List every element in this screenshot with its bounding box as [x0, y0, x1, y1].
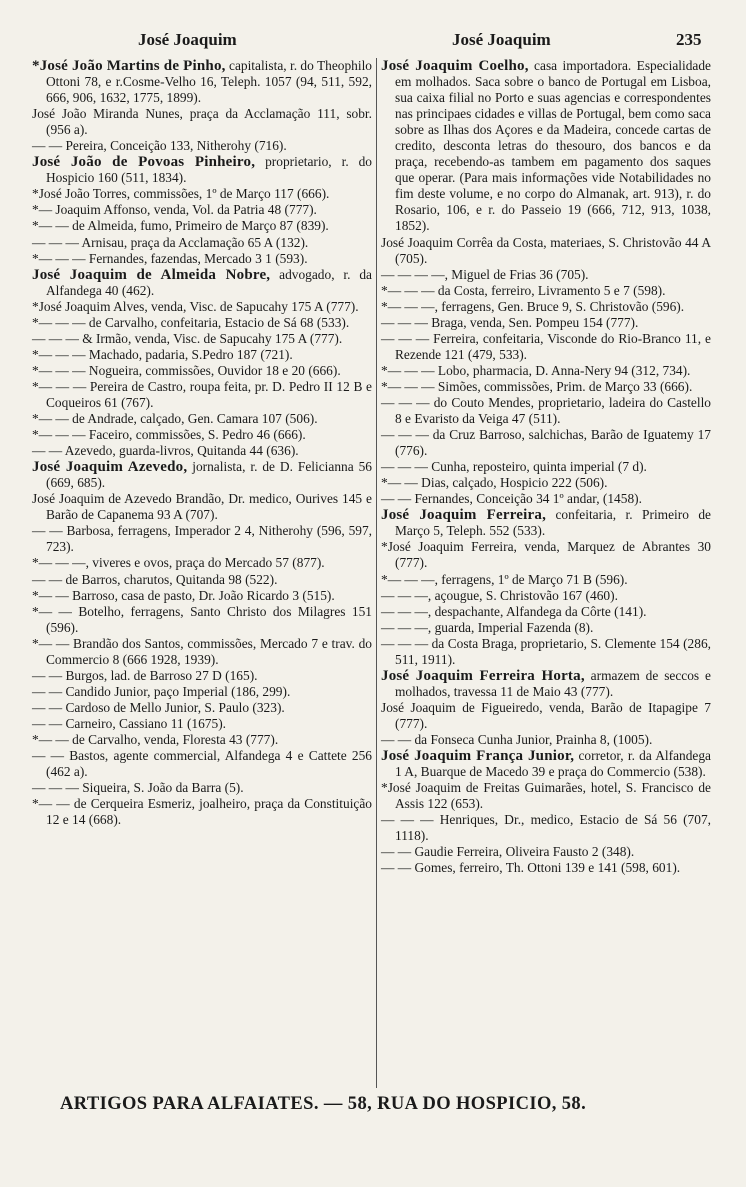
- directory-entry: [32, 604, 372, 636]
- directory-entry: [381, 315, 711, 331]
- entry-text: — — — Siqueira, S. João da Barra (5).: [32, 780, 244, 796]
- directory-entry: [381, 748, 711, 780]
- entry-text: — — — da Cruz Barroso, salchichas, Barão de Iguatemy 17 (776).: [381, 427, 711, 459]
- directory-entry: [32, 459, 372, 491]
- directory-entry: [32, 780, 372, 796]
- entry-text: *— — —, viveres e ovos, praça do Mercado 57 (877).: [32, 555, 325, 571]
- directory-entry: [32, 636, 372, 668]
- entry-text: — — Candido Junior, paço Imperial (186, 299).: [32, 683, 291, 699]
- directory-entry: [32, 186, 372, 202]
- directory-entry: [381, 636, 711, 668]
- entry-text: *— — de Andrade, calçado, Gen. Camara 107 (506).: [32, 411, 318, 427]
- entry-text: *— — Dias, calçado, Hospicio 222 (506).: [381, 475, 608, 491]
- directory-entry: [381, 539, 711, 571]
- entry-text: jornalista, r. de D. Felicianna 56 (669, 685).: [46, 459, 372, 491]
- directory-entry: [32, 684, 372, 700]
- entry-text: *— — — Simões, commissões, Prim. de Março 33 (666).: [381, 378, 693, 394]
- entry-text: *José João Torres, commissões, 1º de Março 117 (666).: [32, 186, 330, 202]
- directory-entry: [32, 218, 372, 234]
- directory-entry: [32, 235, 372, 251]
- directory-entry: [32, 379, 372, 411]
- entry-text: *— — Botelho, ferragens, Santo Christo dos Milagres 151 (596).: [32, 603, 372, 635]
- directory-entry: [381, 844, 711, 860]
- entry-text: — — Barbosa, ferragens, Imperador 2 4, Nitherohy (596, 597, 723).: [32, 523, 372, 555]
- entry-text: — — Pereira, Conceição 133, Nitherohy (716).: [32, 138, 287, 154]
- entry-text: — — —, guarda, Imperial Fazenda (8).: [381, 619, 594, 635]
- right-column: [381, 58, 711, 876]
- directory-entry: [32, 572, 372, 588]
- entry-text: *— — —, ferragens, 1º de Março 71 B (596).: [381, 571, 628, 587]
- entry-text: — — — Henriques, Dr., medico, Estacio de Sá 56 (707, 1118).: [381, 812, 711, 844]
- directory-entry: [32, 106, 372, 138]
- directory-entry: [381, 283, 711, 299]
- directory-entry: [32, 716, 372, 732]
- entry-text: — — Bastos, agente commercial, Alfandega 4 e Cattete 256 (462 a).: [32, 748, 372, 780]
- entry-text: — — — Arnisau, praça da Acclamação 65 A (132).: [32, 234, 309, 250]
- entry-text: *— — Brandão dos Santos, commissões, Mercado 7 e trav. do Commercio 8 (666 1928, 1939).: [32, 635, 372, 667]
- directory-entry: [381, 427, 711, 459]
- directory-entry: [32, 523, 372, 555]
- directory-entry: [381, 812, 711, 844]
- directory-entry: [32, 796, 372, 828]
- directory-entry: [32, 331, 372, 347]
- directory-entry: [32, 732, 372, 748]
- entry-text: — — —, açougue, S. Christovão 167 (460).: [381, 587, 618, 603]
- directory-entry: [381, 331, 711, 363]
- entry-text: José Joaquim Corrêa da Costa, materiaes, S. Christovão 44 A (705).: [381, 234, 711, 266]
- entry-text: *— — —, ferragens, Gen. Bruce 9, S. Christovão (596).: [381, 298, 685, 314]
- entry-text: — — Carneiro, Cassiano 11 (1675).: [32, 715, 227, 731]
- directory-entry: [381, 507, 711, 539]
- entry-text: *— — — Fernandes, fazendas, Mercado 3 1 (593).: [32, 250, 308, 266]
- directory-entry: [381, 395, 711, 427]
- directory-entry: [32, 411, 372, 427]
- entry-text: *José Joaquim Alves, venda, Visc. de Sapucahy 175 A (777).: [32, 298, 359, 314]
- directory-entry: [381, 780, 711, 812]
- directory-entry: [32, 700, 372, 716]
- right-running-header: José Joaquim: [452, 30, 551, 49]
- entry-text: José Joaquim de Azevedo Brandão, Dr. medico, Ourives 145 e Barão de Capanema 93 A (707).: [32, 491, 372, 523]
- entry-text: — — da Fonseca Cunha Junior, Prainha 8, (1005).: [381, 731, 653, 747]
- directory-entry: [32, 202, 372, 218]
- entry-text: — — Azevedo, guarda-livros, Quitanda 44 (636).: [32, 443, 299, 459]
- entry-name: José Joaquim França Junior,: [381, 748, 575, 765]
- directory-entry: [381, 475, 711, 491]
- entry-text: — — — Ferreira, confeitaria, Visconde do Rio-Branco 11, e Rezende 121 (479, 533).: [381, 330, 711, 362]
- entry-text: — — — da Costa Braga, proprietario, S. Clemente 154 (286, 511, 1911).: [381, 635, 711, 667]
- entry-text: *— — — da Costa, ferreiro, Livramento 5 e 7 (598).: [381, 282, 666, 298]
- directory-entry: [32, 299, 372, 315]
- entry-text: *— — — Nogueira, commissões, Ouvidor 18 e 20 (666).: [32, 362, 341, 378]
- entry-text: *— — de Carvalho, venda, Floresta 43 (777).: [32, 731, 279, 747]
- entry-text: José João Miranda Nunes, praça da Acclamação 111, sobr. (956 a).: [32, 106, 372, 138]
- directory-entry: [32, 555, 372, 571]
- directory-entry: [32, 363, 372, 379]
- entry-name: José Joaquim Azevedo,: [32, 459, 188, 476]
- entry-text: confeitaria, r. Primeiro de Março 5, Teleph. 552 (533).: [395, 507, 711, 539]
- entry-text: *— — — de Carvalho, confeitaria, Estacio de Sá 68 (533).: [32, 314, 350, 330]
- column-divider: [376, 58, 377, 1088]
- entry-text: *— — — Machado, padaria, S.Pedro 187 (721).: [32, 346, 293, 362]
- entry-text: — — Fernandes, Conceição 34 1º andar, (1458).: [381, 491, 642, 507]
- directory-entry: [381, 860, 711, 876]
- entry-text: — — — & Irmão, venda, Visc. de Sapucahy 175 A (777).: [32, 330, 343, 346]
- left-running-header: José Joaquim: [138, 30, 237, 49]
- page-number: 235: [676, 30, 702, 49]
- entry-text: casa importadora. Especialidade em molhados. Saca sobre o banco de Portugal em Lisboa, sua caixa filial no Porto e suas agencias e correspondentes nas principaes cidades e villas de Portugal, bem como saca sobre as Ilhas dos Açores e da Madeira, concede cartas de credito, desconta letras do thesouro, dos bancos e da praça, recebendo-as tambem em pagamento dos saques que operar. (Para mais informações vide Notabilidades no fim deste volume, e no corpo do Almanak, art. 913), r. do Rosario, 106, e r. do Passeio 19 (666, 712, 913, 1038, 1852).: [395, 58, 712, 234]
- directory-entry: [381, 379, 711, 395]
- entry-text: *— Joaquim Affonso, venda, Vol. da Patria 48 (777).: [32, 202, 317, 218]
- directory-entry: [381, 299, 711, 315]
- entry-text: corretor, r. da Alfandega 1 A, Buarque de Macedo 39 e praça do Commercio (538).: [395, 748, 711, 780]
- entry-text: armazem de seccos e molhados, travessa 11 de Maio 43 (777).: [395, 667, 711, 699]
- directory-entry: [381, 491, 711, 507]
- directory-entry: [32, 267, 372, 299]
- entry-text: advogado, r. da Alfandega 40 (462).: [46, 266, 373, 298]
- directory-entry: [381, 700, 711, 732]
- directory-entry: [381, 267, 711, 283]
- entry-text: *— — de Almeida, fumo, Primeiro de Março 87 (839).: [32, 218, 329, 234]
- directory-entry: [32, 138, 372, 154]
- entry-text: capitalista, r. do Theophilo Ottoni 78, e r.Cosme-Velho 16, Teleph. 1057 (94, 511, 592, 666, 906, 1632, 1775, 1899).: [46, 58, 372, 106]
- entry-text: *— — — Faceiro, commissões, S. Pedro 46 (666).: [32, 427, 306, 443]
- directory-entry: [32, 427, 372, 443]
- directory-entry: [32, 58, 372, 106]
- entry-text: *José Joaquim de Freitas Guimarães, hotel, S. Francisco de Assis 122 (653).: [381, 780, 711, 812]
- directory-entry: [32, 154, 372, 186]
- directory-entry: [32, 347, 372, 363]
- entry-text: *— — de Cerqueira Esmeriz, joalheiro, praça da Constituição 12 e 14 (668).: [32, 796, 372, 828]
- directory-entry: [32, 315, 372, 331]
- directory-entry: [32, 443, 372, 459]
- entry-text: — — — —, Miguel de Frias 36 (705).: [381, 266, 589, 282]
- entry-name: *José João Martins de Pinho,: [32, 58, 226, 74]
- entry-name: José Joaquim Coelho,: [381, 58, 529, 74]
- directory-entry: [381, 363, 711, 379]
- entry-text: — — — Cunha, reposteiro, quinta imperial (7 d).: [381, 459, 647, 475]
- directory-entry: [381, 572, 711, 588]
- entry-text: — — de Barros, charutos, Quitanda 98 (522).: [32, 571, 278, 587]
- entry-text: *José Joaquim Ferreira, venda, Marquez de Abrantes 30 (777).: [381, 539, 711, 571]
- entry-name: José Joaquim Ferreira Horta,: [381, 667, 585, 684]
- directory-entry: [381, 668, 711, 700]
- directory-entry: [381, 235, 711, 267]
- directory-entry: [381, 732, 711, 748]
- entry-text: *— — — Pereira de Castro, roupa feita, pr. D. Pedro II 12 B e Coqueiros 61 (767).: [32, 378, 372, 410]
- entry-text: *— — — Lobo, pharmacia, D. Anna-Nery 94 (312, 734).: [381, 362, 691, 378]
- entry-text: proprietario, r. do Hospicio 160 (511, 1834).: [46, 154, 372, 186]
- entry-text: — — —, despachante, Alfandega da Côrte (141).: [381, 603, 647, 619]
- directory-entry: [32, 588, 372, 604]
- entry-text: — — Gomes, ferreiro, Th. Ottoni 139 e 141 (598, 601).: [381, 860, 681, 876]
- directory-entry: [381, 588, 711, 604]
- entry-text: José Joaquim de Figueiredo, venda, Barão de Itapagipe 7 (777).: [381, 699, 711, 731]
- entry-text: — — Cardoso de Mello Junior, S. Paulo (323).: [32, 699, 285, 715]
- directory-entry: [381, 459, 711, 475]
- entry-text: — — — do Couto Mendes, proprietario, ladeira do Castello 8 e Evaristo da Veiga 47 (511).: [381, 394, 711, 427]
- directory-entry: [381, 58, 711, 235]
- entry-name: José Joaquim de Almeida Nobre,: [32, 266, 271, 283]
- directory-entry: [381, 604, 711, 620]
- left-column: [32, 58, 372, 828]
- entry-text: — — — Braga, venda, Sen. Pompeu 154 (777).: [381, 314, 639, 330]
- directory-entry: [32, 748, 372, 780]
- directory-entry: [381, 620, 711, 636]
- entry-name: José Joaquim Ferreira,: [381, 507, 547, 524]
- directory-entry: [32, 491, 372, 523]
- directory-entry: [32, 251, 372, 267]
- entry-text: — — Gaudie Ferreira, Oliveira Fausto 2 (348).: [381, 844, 635, 860]
- entry-text: *— — Barroso, casa de pasto, Dr. João Ricardo 3 (515).: [32, 587, 335, 603]
- entry-name: José João de Povoas Pinheiro,: [32, 154, 256, 171]
- entry-text: — — Burgos, lad. de Barroso 27 D (165).: [32, 667, 258, 683]
- directory-entry: [32, 668, 372, 684]
- footer-advertisement: ARTIGOS PARA ALFAIATES. — 58, RUA DO HOSPICIO, 58.: [60, 1094, 587, 1114]
